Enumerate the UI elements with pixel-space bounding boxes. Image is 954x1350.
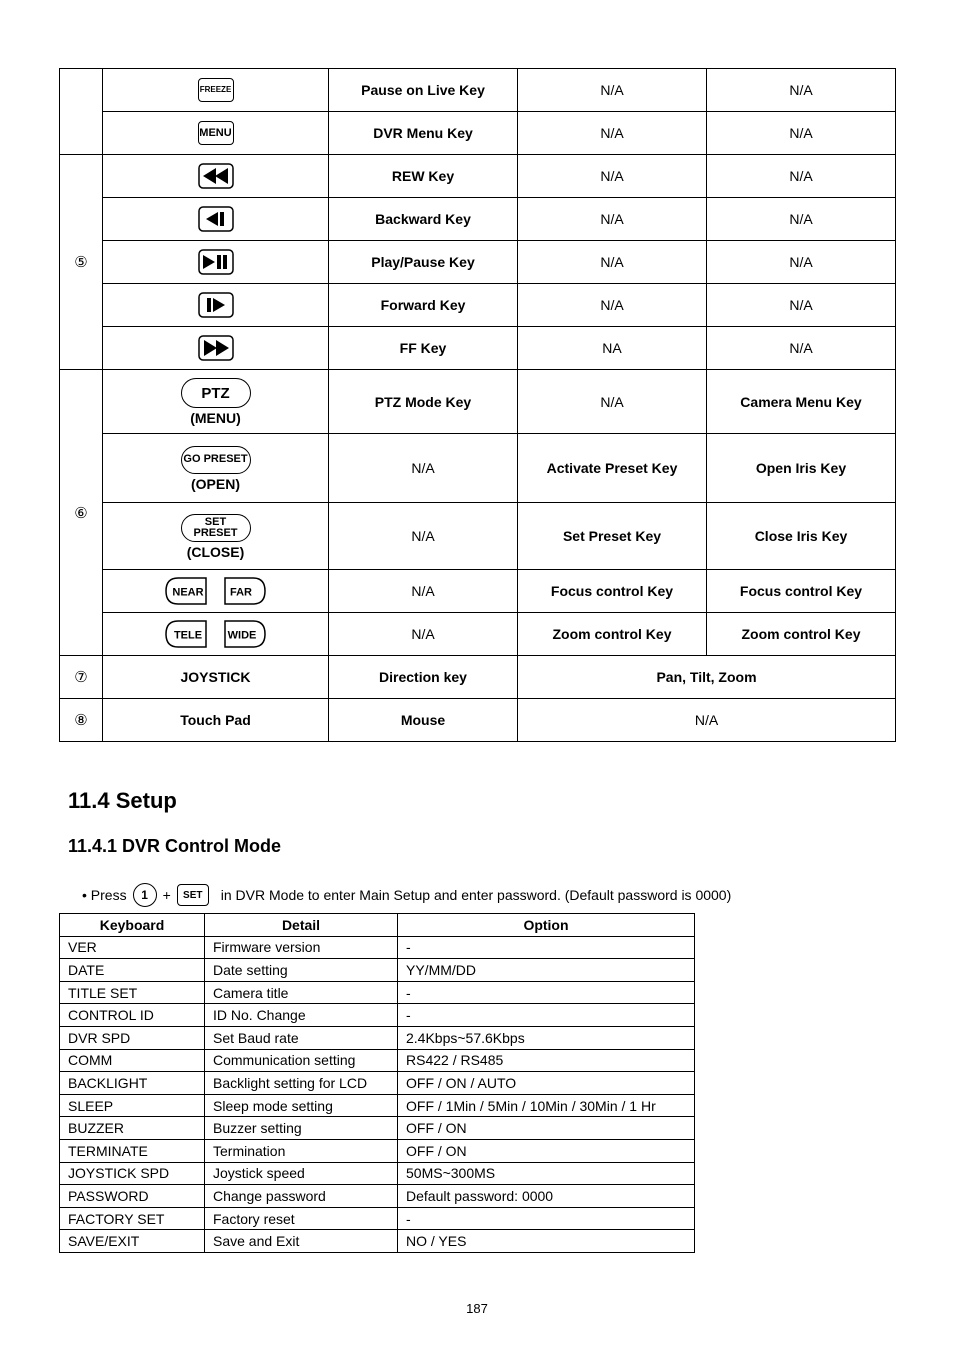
keyboard-cell: BUZZER xyxy=(60,1117,205,1140)
keyboard-cell: DATE xyxy=(60,959,205,982)
option-cell: - xyxy=(398,981,695,1004)
option-cell: - xyxy=(398,1207,695,1230)
keyboard-cell: TERMINATE xyxy=(60,1139,205,1162)
group-cell-empty xyxy=(60,69,103,155)
setup-table xyxy=(59,913,695,1253)
mode-cell: Activate Preset Key xyxy=(518,434,707,503)
table-row xyxy=(60,69,896,112)
mode-cell: N/A xyxy=(707,284,896,327)
mode-cell: N/A xyxy=(518,370,707,434)
rewind-icon xyxy=(198,167,234,183)
mode-cell: Zoom control Key xyxy=(707,613,896,656)
mode-cell: Set Preset Key xyxy=(518,503,707,570)
icon-sublabel: (MENU) xyxy=(190,410,241,426)
menu-key-icon xyxy=(198,121,234,145)
far-icon-text: FAR xyxy=(230,586,253,599)
icon-cell xyxy=(103,327,329,370)
keyboard-cell: FACTORY SET xyxy=(60,1207,205,1230)
function-cell: FF Key xyxy=(329,327,518,370)
option-cell: OFF / ON xyxy=(398,1139,695,1162)
wide-key-icon xyxy=(223,625,267,641)
key-name-cell: Touch Pad xyxy=(103,699,329,742)
ptz-icon-text: PTZ xyxy=(201,384,230,402)
freeze-key-icon xyxy=(198,78,234,102)
menu-icon-text: MENU xyxy=(199,126,232,139)
function-cell: N/A xyxy=(329,570,518,613)
option-cell: - xyxy=(398,936,695,959)
keyboard-cell: TITLE SET xyxy=(60,981,205,1004)
mode-cell: N/A xyxy=(707,241,896,284)
option-cell: YY/MM/DD xyxy=(398,959,695,982)
mode-cell: Camera Menu Key xyxy=(707,370,896,434)
instruction-bullet: • Press xyxy=(82,887,127,903)
icon-cell xyxy=(103,198,329,241)
mode-cell: Focus control Key xyxy=(518,570,707,613)
icon-cell xyxy=(103,69,329,112)
table-row xyxy=(60,656,896,699)
keyboard-cell: SLEEP xyxy=(60,1094,205,1117)
icon-cell xyxy=(103,241,329,284)
key-1-text: 1 xyxy=(141,888,148,902)
table-row xyxy=(60,327,896,370)
detail-cell: Date setting xyxy=(205,959,398,982)
go-preset-icon-text: GO PRESET xyxy=(183,453,248,465)
mode-cell: N/A xyxy=(518,284,707,327)
function-cell: PTZ Mode Key xyxy=(329,370,518,434)
tele-key-icon xyxy=(164,625,212,641)
table-row xyxy=(60,1207,695,1230)
function-cell: Play/Pause Key xyxy=(329,241,518,284)
table-row xyxy=(60,370,896,434)
icon-sublabel: (CLOSE) xyxy=(186,544,245,560)
mode-cell: N/A xyxy=(707,69,896,112)
function-cell: N/A xyxy=(329,503,518,570)
function-cell: Backward Key xyxy=(329,198,518,241)
mode-cell: Open Iris Key xyxy=(707,434,896,503)
option-cell: 50MS~300MS xyxy=(398,1162,695,1185)
table-row xyxy=(60,936,695,959)
mode-cell: Close Iris Key xyxy=(707,503,896,570)
detail-cell: Change password xyxy=(205,1185,398,1208)
table-row xyxy=(60,1072,695,1095)
instruction-text: in DVR Mode to enter Main Setup and enter password. (Default password is 0000) xyxy=(220,887,732,903)
table-row xyxy=(60,1117,695,1140)
table-row xyxy=(60,1004,695,1027)
table-row xyxy=(60,1139,695,1162)
detail-cell: ID No. Change xyxy=(205,1004,398,1027)
set-key-icon xyxy=(177,884,209,906)
detail-cell: Camera title xyxy=(205,981,398,1004)
keyboard-cell: COMM xyxy=(60,1049,205,1072)
go-preset-key-icon xyxy=(181,446,251,474)
function-cell: Forward Key xyxy=(329,284,518,327)
column-header: Detail xyxy=(205,914,398,937)
table-row xyxy=(60,981,695,1004)
column-header: Keyboard xyxy=(60,914,205,937)
table-row xyxy=(60,1049,695,1072)
option-cell: NO / YES xyxy=(398,1230,695,1253)
icon-cell xyxy=(103,284,329,327)
set-key-text: SET xyxy=(183,889,203,901)
table-header-row xyxy=(60,914,695,937)
icon-cell xyxy=(103,503,329,570)
function-cell: DVR Menu Key xyxy=(329,112,518,155)
option-cell: OFF / 1Min / 5Min / 10Min / 30Min / 1 Hr xyxy=(398,1094,695,1117)
table-row xyxy=(60,570,896,613)
detail-cell: Termination xyxy=(205,1139,398,1162)
mode-cell: N/A xyxy=(707,155,896,198)
function-cell: N/A xyxy=(329,613,518,656)
ptz-key-icon xyxy=(181,378,251,408)
mode-cell: NA xyxy=(518,327,707,370)
detail-cell: Buzzer setting xyxy=(205,1117,398,1140)
table-row xyxy=(60,241,896,284)
option-cell: OFF / ON xyxy=(398,1117,695,1140)
option-cell: Default password: 0000 xyxy=(398,1185,695,1208)
detail-cell: Save and Exit xyxy=(205,1230,398,1253)
page-number: 187 xyxy=(466,1301,488,1316)
detail-cell: Firmware version xyxy=(205,936,398,959)
mode-cell: N/A xyxy=(707,327,896,370)
table-row xyxy=(60,1094,695,1117)
keyboard-cell: DVR SPD xyxy=(60,1026,205,1049)
mode-cell: N/A xyxy=(518,241,707,284)
mode-cell: N/A xyxy=(518,198,707,241)
keyboard-cell: CONTROL ID xyxy=(60,1004,205,1027)
group-number-6: ⑥ xyxy=(60,370,103,656)
function-cell: REW Key xyxy=(329,155,518,198)
play-pause-icon xyxy=(198,253,234,269)
icon-cell xyxy=(103,112,329,155)
table-row xyxy=(60,1185,695,1208)
table-row xyxy=(60,434,896,503)
detail-cell: Communication setting xyxy=(205,1049,398,1072)
function-cell: Pause on Live Key xyxy=(329,69,518,112)
table-row xyxy=(60,284,896,327)
mode-cell: N/A xyxy=(518,69,707,112)
keyboard-cell: BACKLIGHT xyxy=(60,1072,205,1095)
set-preset-icon-text: SET PRESET xyxy=(193,516,238,539)
near-key-icon xyxy=(164,582,212,598)
keyboard-cell: PASSWORD xyxy=(60,1185,205,1208)
icon-cell xyxy=(103,434,329,503)
key-name-cell: JOYSTICK xyxy=(103,656,329,699)
icon-cell xyxy=(103,613,329,656)
icon-cell xyxy=(103,155,329,198)
wide-icon-text: WIDE xyxy=(228,629,257,642)
set-preset-key-icon xyxy=(181,514,251,542)
mode-cell: N/A xyxy=(707,198,896,241)
backward-icon xyxy=(198,210,234,226)
mode-cell: N/A xyxy=(518,155,707,198)
option-cell: 2.4Kbps~57.6Kbps xyxy=(398,1026,695,1049)
icon-cell xyxy=(103,370,329,434)
mode-cell: Focus control Key xyxy=(707,570,896,613)
mode-cell: N/A xyxy=(518,699,896,742)
table-row xyxy=(60,155,896,198)
column-header: Option xyxy=(398,914,695,937)
tele-wide-keys-icon xyxy=(164,625,268,641)
option-cell: - xyxy=(398,1004,695,1027)
table-row xyxy=(60,1162,695,1185)
detail-cell: Backlight setting for LCD xyxy=(205,1072,398,1095)
mode-cell: N/A xyxy=(707,112,896,155)
icon-cell xyxy=(103,570,329,613)
table-row xyxy=(60,1026,695,1049)
function-cell: Direction key xyxy=(329,656,518,699)
fast-forward-icon xyxy=(198,339,234,355)
group-number-5: ⑤ xyxy=(60,155,103,370)
detail-cell: Factory reset xyxy=(205,1207,398,1230)
mode-cell: Pan, Tilt, Zoom xyxy=(518,656,896,699)
table-row xyxy=(60,198,896,241)
function-cell: N/A xyxy=(329,434,518,503)
group-number-8: ⑧ xyxy=(60,699,103,742)
far-key-icon xyxy=(223,582,267,598)
keyboard-cell: JOYSTICK SPD xyxy=(60,1162,205,1185)
icon-sublabel: (OPEN) xyxy=(191,475,240,492)
keyboard-cell: SAVE/EXIT xyxy=(60,1230,205,1253)
detail-cell: Sleep mode setting xyxy=(205,1094,398,1117)
option-cell: OFF / ON / AUTO xyxy=(398,1072,695,1095)
key-1-icon xyxy=(133,883,157,907)
mode-cell: Zoom control Key xyxy=(518,613,707,656)
subsection-title: 11.4.1 DVR Control Mode xyxy=(68,836,282,856)
tele-icon-text: TELE xyxy=(173,629,202,642)
group-number-7: ⑦ xyxy=(60,656,103,699)
section-title: 11.4 Setup xyxy=(68,788,177,813)
mode-cell: N/A xyxy=(518,112,707,155)
table-row xyxy=(60,959,695,982)
option-cell: RS422 / RS485 xyxy=(398,1049,695,1072)
keyboard-cell: VER xyxy=(60,936,205,959)
function-cell: Mouse xyxy=(329,699,518,742)
key-function-table xyxy=(59,68,896,742)
near-far-keys-icon xyxy=(164,582,268,598)
near-icon-text: NEAR xyxy=(172,586,204,599)
freeze-icon-text: FREEZE xyxy=(199,85,232,94)
instruction-line xyxy=(82,878,731,912)
table-row xyxy=(60,503,896,570)
table-row xyxy=(60,699,896,742)
table-row xyxy=(60,1230,695,1253)
table-row xyxy=(60,112,896,155)
forward-icon xyxy=(198,296,234,312)
plus-sign: + xyxy=(162,887,171,903)
table-row xyxy=(60,613,896,656)
detail-cell: Set Baud rate xyxy=(205,1026,398,1049)
detail-cell: Joystick speed xyxy=(205,1162,398,1185)
